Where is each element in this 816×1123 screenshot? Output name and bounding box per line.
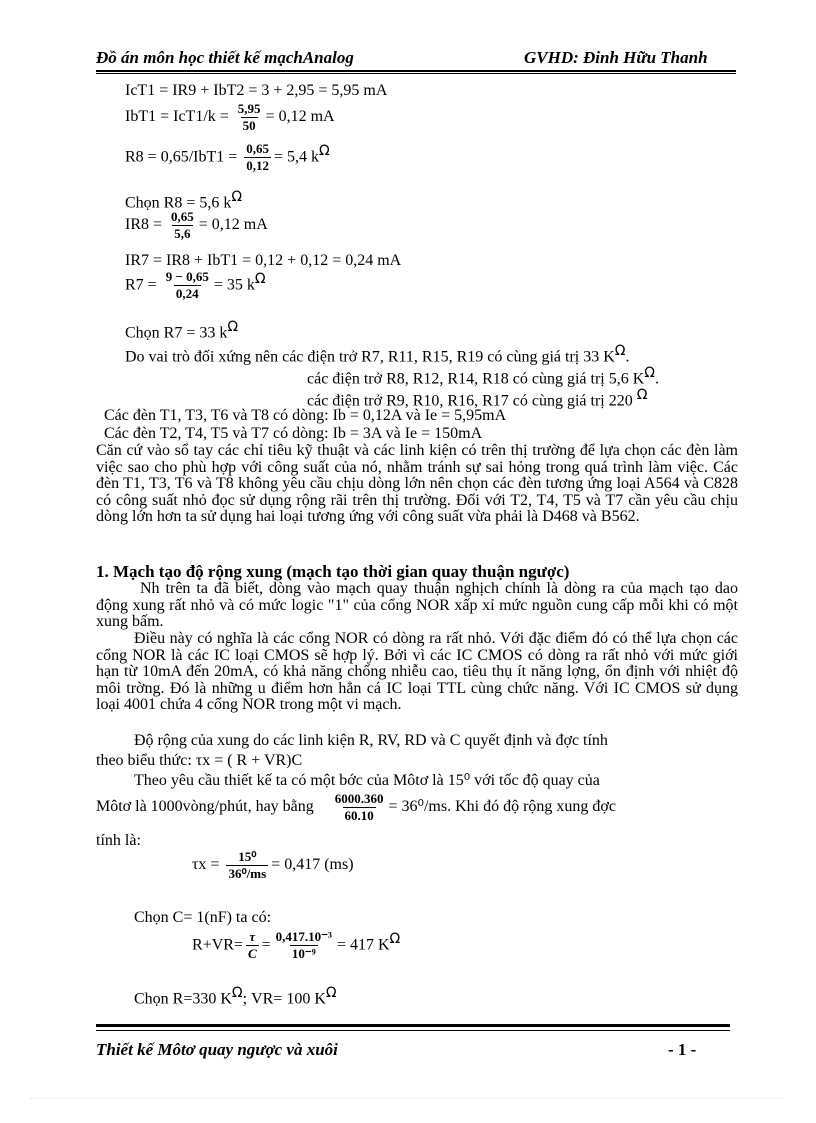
fraction: $\frac{\text{0,417.10⁻³}}{\text{10⁻⁹}}$ bbox=[275, 929, 332, 962]
omega-symbol: Ω bbox=[227, 319, 239, 335]
omega-symbol: Ω bbox=[231, 189, 243, 205]
footer-title: Thiết kế Môtơ quay ngược và xuôi bbox=[96, 1040, 338, 1059]
calc-ir7: IR7 = IR8 + IbT1 = 0,12 + 0,12 = 0,24 mA bbox=[125, 252, 402, 269]
calc-ibt1: IbT1 = IcT1/k = $\frac{5,95}{50}$ = 0,12 mA bbox=[125, 101, 335, 133]
chon-r-line: Chọn R=330 KΩ; VR= 100 KΩ bbox=[134, 985, 337, 1008]
fraction: $\frac{5,95}{50}$ bbox=[237, 101, 261, 133]
omega-symbol: Ω bbox=[389, 931, 401, 947]
section-title: 1. Mạch tạo độ rộng xung (mạch tạo thời gian quay thuận ngược) bbox=[96, 562, 570, 581]
sym-line-1: Do vai trò đối xứng nên các điện trở R7, R11, R15, R19 có cùng giá trị 33 KΩ. bbox=[125, 343, 630, 366]
header-rule bbox=[96, 70, 736, 72]
rvr-formula: R+VR= $\frac{\tau}{C}$ = $\frac{\text{0,417.10⁻³}}{\text{10⁻⁹}}$ = 417 KΩ bbox=[192, 929, 401, 962]
calc-r7: R7 = $\frac{9 - 0,65}{0,24}$ = 35 kΩ bbox=[125, 269, 266, 302]
paragraph-selection: Căn cứ vào sổ tay các chỉ tiêu kỹ thuật và các linh kiện có trên thị trường để lựa chọn các đèn làm việc sao cho phù hợp với công suất của nó, nhằm tránh sự sai hỏng trong quá trình làm việc. Các đèn T1, T3, T6 và T8 không yêu cầu chịu dòng lớn nên chọn các đèn tương ứng loại A564 và C828 có công suất nhỏ đọc sử dụng rộng rãi trên thị trường. Đối với T2, T4, T5 và T7 cần yêu cầu chịu dòng lớn hơn ta sử dụng hai loại tương ứng với công suất vừa phải là D468 và B562. bbox=[96, 442, 738, 525]
den-line-1: Các đèn T1, T3, T6 và T8 có dòng: Ib = 0,12A và Ie = 5,95mA bbox=[104, 407, 507, 424]
fraction: $\frac{6000.360}{60.10}$ bbox=[334, 791, 384, 823]
omega-symbol: Ω bbox=[319, 143, 330, 159]
calc-chon-r7: Chọn R7 = 33 kΩ bbox=[125, 319, 239, 342]
pulse-width-line: Độ rộng của xung do các linh kiện R, RV, RD và C quyết định và đợc tính bbox=[134, 732, 608, 749]
fraction: $\frac{9 - 0,65}{0,24}$ bbox=[165, 269, 209, 302]
sym-line-2: các điện trở R8, R12, R14, R18 có cùng giá trị 5,6 KΩ. bbox=[307, 365, 659, 388]
calc-ict1: IcT1 = IR9 + IbT2 = 3 + 2,95 = 5,95 mA bbox=[125, 82, 388, 99]
fraction: $\frac{0,65}{0,12}$ bbox=[246, 141, 270, 174]
omega-symbol: Ω bbox=[254, 271, 266, 287]
pulse-width-formula: theo biểu thức: τx = ( R + VR)C bbox=[96, 752, 303, 769]
chon-c-line: Chọn C= 1(nF) ta có: bbox=[134, 909, 272, 926]
tau-formula: τx = $\frac{\text{15⁰}}{\text{36⁰/ms}}$ = 0,417 (ms) bbox=[192, 849, 354, 881]
omega-symbol: Ω bbox=[644, 365, 655, 381]
calc-chon-r8: Chọn R8 = 5,6 kΩ bbox=[125, 189, 243, 212]
design-speed-line: Môtơ là 1000vòng/phút, hay bằng $\frac{6000.360}{60.10}$ = 36⁰/ms. Khi đó độ rộng xung đợc bbox=[96, 791, 616, 823]
header-title: Đồ án môn học thiết kế mạchAnalog bbox=[96, 48, 354, 67]
header-instructor: GVHD: Đinh Hữu Thanh bbox=[524, 48, 708, 67]
den-line-2: Các đèn T2, T4, T5 và T7 có dòng: Ib = 3A và Ie = 150mA bbox=[104, 425, 483, 442]
fraction: $\frac{\tau}{C}$ bbox=[247, 929, 257, 962]
calc-ir8: IR8 = $\frac{0,65}{5,6}$ = 0,12 mA bbox=[125, 209, 268, 241]
page-number: - 1 - bbox=[668, 1040, 697, 1059]
omega-symbol: Ω bbox=[614, 343, 626, 359]
design-result-line: tính là: bbox=[96, 832, 141, 849]
page-edge-dots bbox=[30, 1098, 786, 1099]
sym-line-3: các điện trở R9, R10, R16, R17 có cùng giá trị 220 Ω bbox=[307, 387, 648, 410]
header-rule-thin bbox=[96, 73, 736, 74]
paragraph-input-current: Nh trên ta đã biết, dòng vào mạch quay thuận nghịch chính là dòng ra của mạch tạo dao động xung rất nhỏ và có mức logic "1" của cổng NOR xấp xỉ mức nguồn cung cấp mỗi khi có một xung bấm. bbox=[96, 580, 738, 630]
calc-r8: R8 = 0,65/IbT1 = $\frac{0,65}{0,12}$ = 5,4 kΩ bbox=[125, 141, 330, 174]
omega-symbol: Ω bbox=[636, 387, 648, 403]
footer-rule bbox=[96, 1024, 730, 1027]
fraction: $\frac{0,65}{5,6}$ bbox=[171, 209, 194, 241]
omega-symbol: Ω bbox=[231, 985, 243, 1001]
footer-rule-thin bbox=[96, 1030, 730, 1031]
paragraph-cmos: Điều này có nghĩa là các cổng NOR có dòng ra rất nhỏ. Với đặc điểm đó có thể lựa chọn các cổng NOR là các IC loại CMOS sẽ hợp lý. Bởi vì các IC CMOS có dòng ra rất nhỏ với mức giới hạn từ 10mA đến 20mA, có khả năng chống nhiễu cao, tiêu thụ ít năng lợng, ổn định với nhiệt độ môi trờng. Đó là những u điểm hơn hẳn cá IC loại TTL cùng chức năng. Với IC CMOS sử dụng loại 4001 chứa 4 cổng NOR trong một vi mạch. bbox=[96, 630, 738, 713]
omega-symbol: Ω bbox=[325, 985, 337, 1001]
design-requirement-line: Theo yêu cầu thiết kế ta có một bớc của Môtơ là 15⁰ với tốc độ quay của bbox=[134, 772, 600, 789]
fraction: $\frac{\text{15⁰}}{\text{36⁰/ms}}$ bbox=[228, 849, 267, 881]
